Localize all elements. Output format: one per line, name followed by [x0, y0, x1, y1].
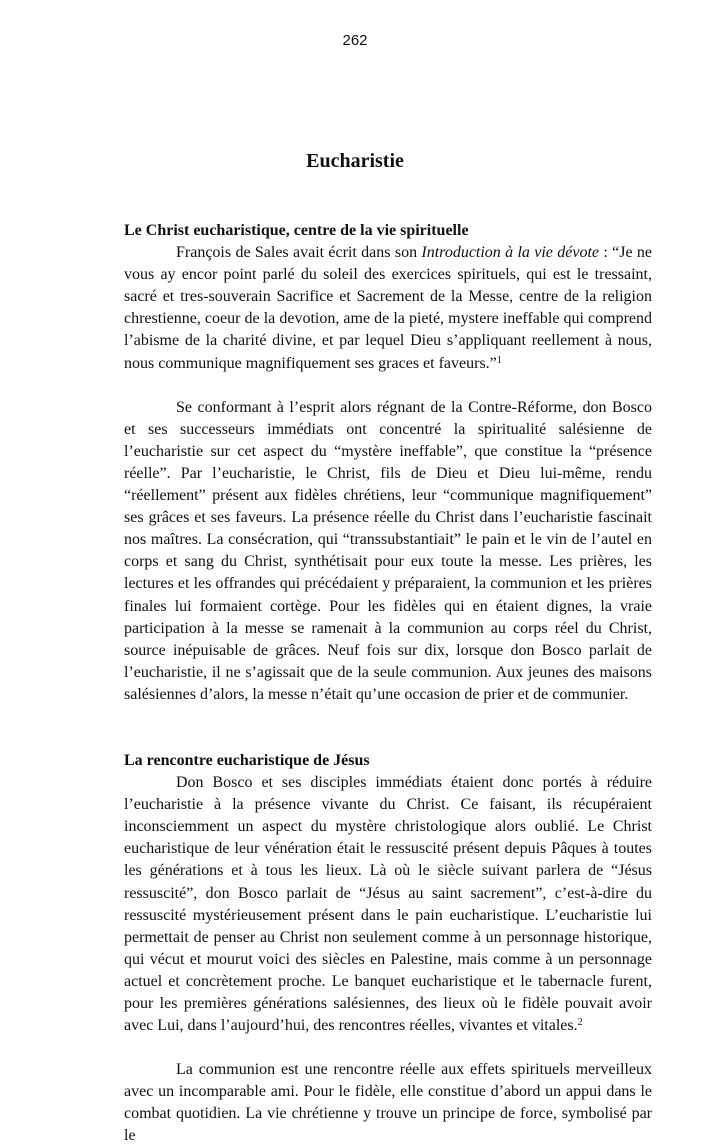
paragraph	[124, 772, 652, 1037]
document-body	[124, 220, 652, 1148]
paragraph-text: François de Sales avait écrit dans son	[176, 244, 422, 262]
footnote-marker: 1	[496, 354, 502, 366]
footnote-marker: 2	[577, 1017, 583, 1029]
paragraph-text: : “Je ne vous ay encor point parlé du soleil des exercices spirituels, qui est le tressaint, sacré et tres-souverain Sacrifice et Sacrement de la Messe, centre de la religion chrestienne, coeur de la devotion, ame de la pieté, mystere ineffable qui comprend l’abisme de la charité divine, et par lequel Dieu s’appliquant reellement à nous, nous communique magnifiquement ses graces et faveurs.”	[124, 244, 652, 372]
paragraph: Se conformant à l’esprit alors régnant de la Contre-Réforme, don Bosco et ses successeurs immédiats ont concentré la spiritualité salésienne de l’eucharistie sur cet aspect du “mystère ineffable”, que constitue la “présence réelle”. Par l’eucharistie, le Christ, fils de Dieu et Dieu lui-même, rendu “réellement” présent aux fidèles chrétiens, leur “communique magnifiquement” ses grâces et ses faveurs. La présence réelle du Christ dans l’eucharistie fascinait nos maîtres. La consécration, qui “transsubstantiait” le pain et le vin de l’autel en corps et sang du Christ, synthétisait pour eux toute la messe. Les prières, les lectures et les offrandes qui précédaient y préparaient, la communion et les prières finales lui formaient cortège. Pour les fidèles qui en étaient dignes, la vraie participation à la messe se ramenait à la communion au corps réel du Christ, source inépuisable de grâces. Neuf fois sur dix, lorsque don Bosco parlait de l’eucharistie, il ne s’agissait que de la seule communion. Aux jeunes des maisons salésiennes d’alors, la messe n’était qu’une occasion de prier et de communier.	[124, 398, 652, 703]
section-heading: Le Christ eucharistique, centre de la vie spirituelle	[124, 222, 469, 239]
page-number: 262	[342, 32, 368, 49]
section-heading: La rencontre eucharistique de Jésus	[124, 751, 370, 769]
book-title: Introduction à la vie dévote	[421, 244, 599, 262]
chapter-title: Eucharistie	[306, 150, 404, 172]
paragraph: La communion est une rencontre réelle aux effets spirituels merveilleux avec un incomparable ami. Pour le fidèle, elle constitue d’abord un appui dans le combat quotidien. La vie chrétienne y trouve un principe de force, symbolisé par le	[124, 1061, 652, 1145]
paragraph-text: Don Bosco et ses disciples immédiats étaient donc portés à réduire l’eucharistie à la présence vivante du Christ. Ce faisant, ils récupéraient inconsciemment un aspect du mystère christologique alors oublié. Le Christ eucharistique de leur vénération était le ressuscité présent depuis Pâques à toutes les générations et à tous les lieux. Là où le siècle suivant parlera de “Jésus ressuscité”, don Bosco parlait de “Jésus au saint sacrement”, c’est-à-dire du ressuscité mystérieusement présent dans le pain eucharistique. L’eucharistie lui permettait de penser au Christ non seulement comme à un personnage historique, qui vécut et mourut voici des siècles en Palestine, mais comme à un personnage actuel et concrètement proche. Le banquet eucharistique et le tabernacle furent, pour les premières générations salésiennes, des lieux où le fidèle pouvait avoir avec Lui, dans l’aujourd’hui, des rencontres réelles, vivantes et vitales.	[124, 774, 652, 1035]
paragraph	[124, 242, 652, 375]
